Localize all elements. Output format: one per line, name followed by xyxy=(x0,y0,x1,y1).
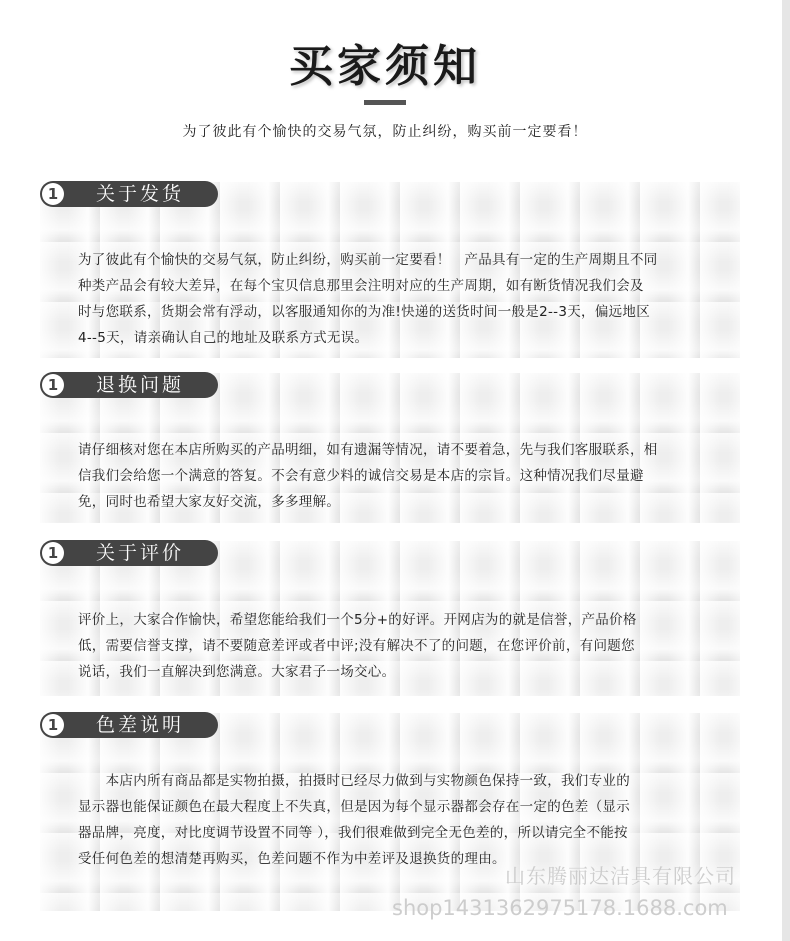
page-subtitle: 为了彼此有个愉快的交易气氛，防止纠纷，购买前一定要看！ xyxy=(182,124,588,140)
watermark-shop-url: shop1431362975178.1688.com xyxy=(392,896,728,920)
body-line: 低，需要信誉支撑，请不要随意差评或者中评;没有解决不了的问题，在您评价前，有问题您 xyxy=(78,638,635,654)
section-title: 关于评价 xyxy=(96,542,185,564)
body-line: 受任何色差的想清楚再购买，色差问题不作为中差评及退换货的理由。 xyxy=(78,851,506,867)
body-line: 器品牌，亮度，对比度调节设置不同等 ），我们很难做到完全无色差的，所以请完全不能按 xyxy=(78,825,628,841)
section-title: 关于发货 xyxy=(96,183,185,205)
section-shipping-body xyxy=(78,247,728,351)
section-number-badge: 1 xyxy=(42,714,64,736)
body-line: 请仔细核对您在本店所购买的产品明细，如有遗漏等情况，请不要着急，先与我们客服联系，相 xyxy=(78,442,658,458)
body-line: 显示器也能保证颜色在最大程度上不失真，但是因为每个显示器都会存在一定的色差（显示 xyxy=(78,799,630,815)
body-line: 为了彼此有个愉快的交易气氛，防止纠纷，购买前一定要看！ 产品具有一定的生产周期且不同 xyxy=(78,252,658,268)
section-color-header xyxy=(40,712,218,738)
body-line: 免，同时也希望大家友好交流，多多理解。 xyxy=(78,494,341,510)
page-title: 买家须知 xyxy=(289,41,481,92)
body-line: 说话，我们一直解决到您满意。大家君子一场交心。 xyxy=(78,664,396,680)
body-line: 种类产品会有较大差异，在每个宝贝信息那里会注明对应的生产周期，如有断货情况我们会及 xyxy=(78,278,644,294)
watermark-company: 山东腾丽达洁具有限公司 xyxy=(505,864,736,888)
section-title: 退换问题 xyxy=(96,374,185,396)
body-line: 时与您联系，货期会常有浮动，以客服通知你的为准!快递的送货时间一般是2--3天，偏远地区 xyxy=(78,304,651,320)
section-number-badge: 1 xyxy=(42,542,64,564)
title-underline xyxy=(364,100,406,105)
body-line: 信我们会给您一个满意的答复。不会有意少料的诚信交易是本店的宗旨。这种情况我们尽量避 xyxy=(78,468,644,484)
section-title: 色差说明 xyxy=(96,714,185,736)
section-number-badge: 1 xyxy=(42,374,64,396)
section-reviews-body xyxy=(78,607,728,685)
section-reviews-header xyxy=(40,540,218,566)
section-returns-header xyxy=(40,372,218,398)
right-edge-bar xyxy=(782,0,790,941)
section-number-badge: 1 xyxy=(42,183,64,205)
section-color-body xyxy=(78,768,728,872)
section-returns-body xyxy=(78,437,728,515)
body-line: 本店内所有商品都是实物拍摄，拍摄时已经尽力做到与实物颜色保持一致，我们专业的 xyxy=(78,773,630,789)
body-line: 4--5天，请亲确认自己的地址及联系方式无误。 xyxy=(78,330,369,346)
section-shipping-header xyxy=(40,181,218,207)
body-line: 评价上，大家合作愉快，希望您能给我们一个5分+的好评。开网店为的就是信誉，产品价格 xyxy=(78,612,637,628)
